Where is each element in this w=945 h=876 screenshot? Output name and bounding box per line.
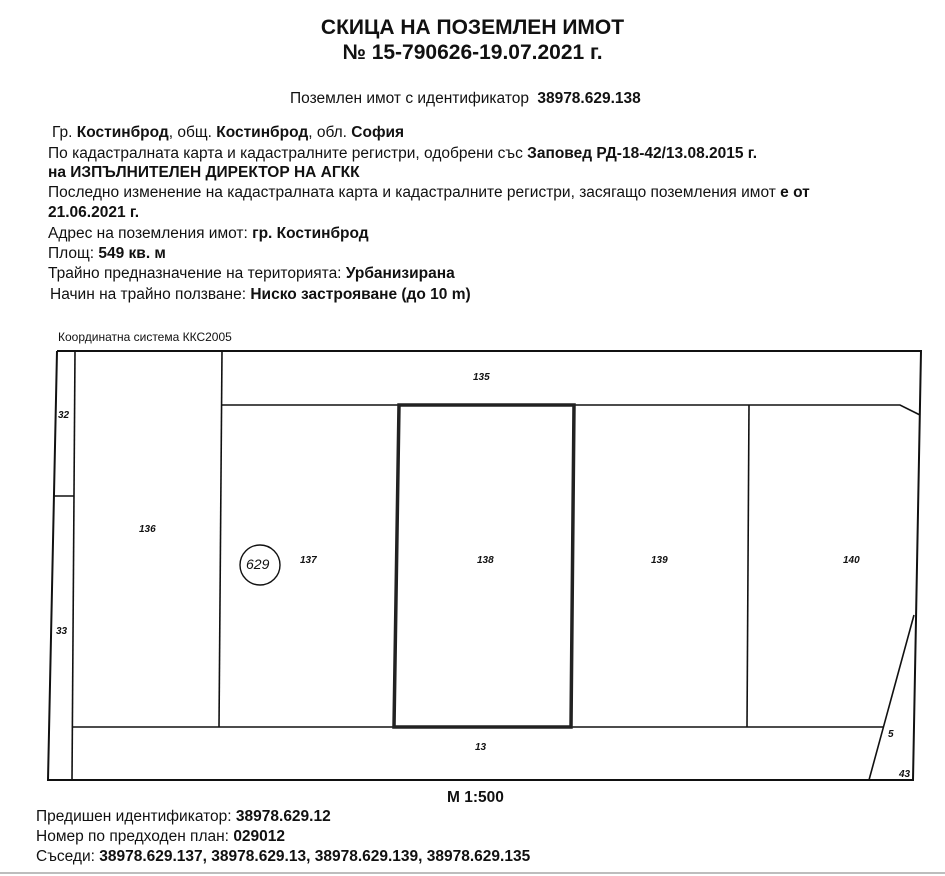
page-bottom-divider xyxy=(0,872,945,874)
parcel-5-boundary xyxy=(869,615,914,780)
parcel-label-32: 32 xyxy=(58,410,70,421)
map-scale: М 1:500 xyxy=(447,789,504,806)
block-number-label: 629 xyxy=(246,556,270,572)
municipality-prefix: , общ. xyxy=(168,124,212,141)
municipality-value: Костинброд xyxy=(216,124,309,141)
previous-plan-line xyxy=(36,828,285,846)
identifier-value: 38978.629.138 xyxy=(537,90,641,107)
strip-boundary xyxy=(72,351,75,780)
previous-id-label: Предишен идентификатор: xyxy=(36,808,232,825)
usage-value: Ниско застрояване (до 10 m) xyxy=(250,286,471,303)
identifier-label: Поземлен имот с идентификатор xyxy=(290,90,530,107)
previous-plan-value: 029012 xyxy=(233,828,286,845)
last-change-date: 21.06.2021 г. xyxy=(48,204,140,221)
usage-label: Начин на трайно ползване: xyxy=(50,286,247,303)
parcel-label-13: 13 xyxy=(475,742,487,753)
previous-id-line xyxy=(36,808,331,826)
neighbors-label: Съседи: xyxy=(36,848,95,865)
region-prefix: , обл. xyxy=(308,124,347,141)
parcel-label-43: 43 xyxy=(899,769,911,780)
address-label: Адрес на поземления имот: xyxy=(48,225,248,242)
coordinate-system-label: Координатна система ККС2005 xyxy=(58,330,232,344)
parcel-label-136: 136 xyxy=(139,524,156,535)
selected-parcel-138 xyxy=(394,405,574,727)
parcel-label-137: 137 xyxy=(300,555,317,566)
previous-plan-label: Номер по предходен план: xyxy=(36,828,229,845)
parcel-label-135: 135 xyxy=(473,372,490,383)
parcel-139-140-divider xyxy=(747,405,749,727)
parcel-label-138: 138 xyxy=(477,555,494,566)
neighbors-line xyxy=(36,848,530,866)
purpose-value: Урбанизирана xyxy=(345,265,455,282)
issuer-line: на ИЗПЪЛНИТЕЛЕН ДИРЕКТОР НА АГКК xyxy=(48,164,360,181)
last-change-text: Последно изменение на кадастралната карта и кадастралните регистри, засягащо поземления имот xyxy=(48,184,776,201)
parcel-136-boundary xyxy=(219,351,222,727)
area-label: Площ: xyxy=(48,245,95,262)
parcel-label-140: 140 xyxy=(843,555,860,566)
cadastre-text: По кадастралната карта и кадастралните регистри, одобрени със xyxy=(48,145,523,162)
purpose-label: Трайно предназначение на територията: xyxy=(48,265,342,282)
parcel-label-5: 5 xyxy=(888,729,894,740)
city-prefix: Гр. xyxy=(52,124,73,141)
neighbors-value: 38978.629.137, 38978.629.13, 38978.629.139, 38978.629.135 xyxy=(99,848,531,865)
last-change-bold: е от xyxy=(780,184,810,201)
parcel-label-139: 139 xyxy=(651,555,668,566)
previous-id-value: 38978.629.12 xyxy=(235,808,331,825)
city-value: Костинброд xyxy=(76,124,169,141)
area-value: 549 кв. м xyxy=(98,245,166,262)
region-value: София xyxy=(351,124,405,141)
document-title: СКИЦА НА ПОЗЕМЛЕН ИМОТ xyxy=(320,16,625,39)
order-value: Заповед РД-18-42/13.08.2015 г. xyxy=(527,145,757,162)
address-value: гр. Костинброд xyxy=(252,225,369,242)
parcel-label-33: 33 xyxy=(56,626,68,637)
document-number: № 15-790626-19.07.2021 г. xyxy=(342,41,603,64)
